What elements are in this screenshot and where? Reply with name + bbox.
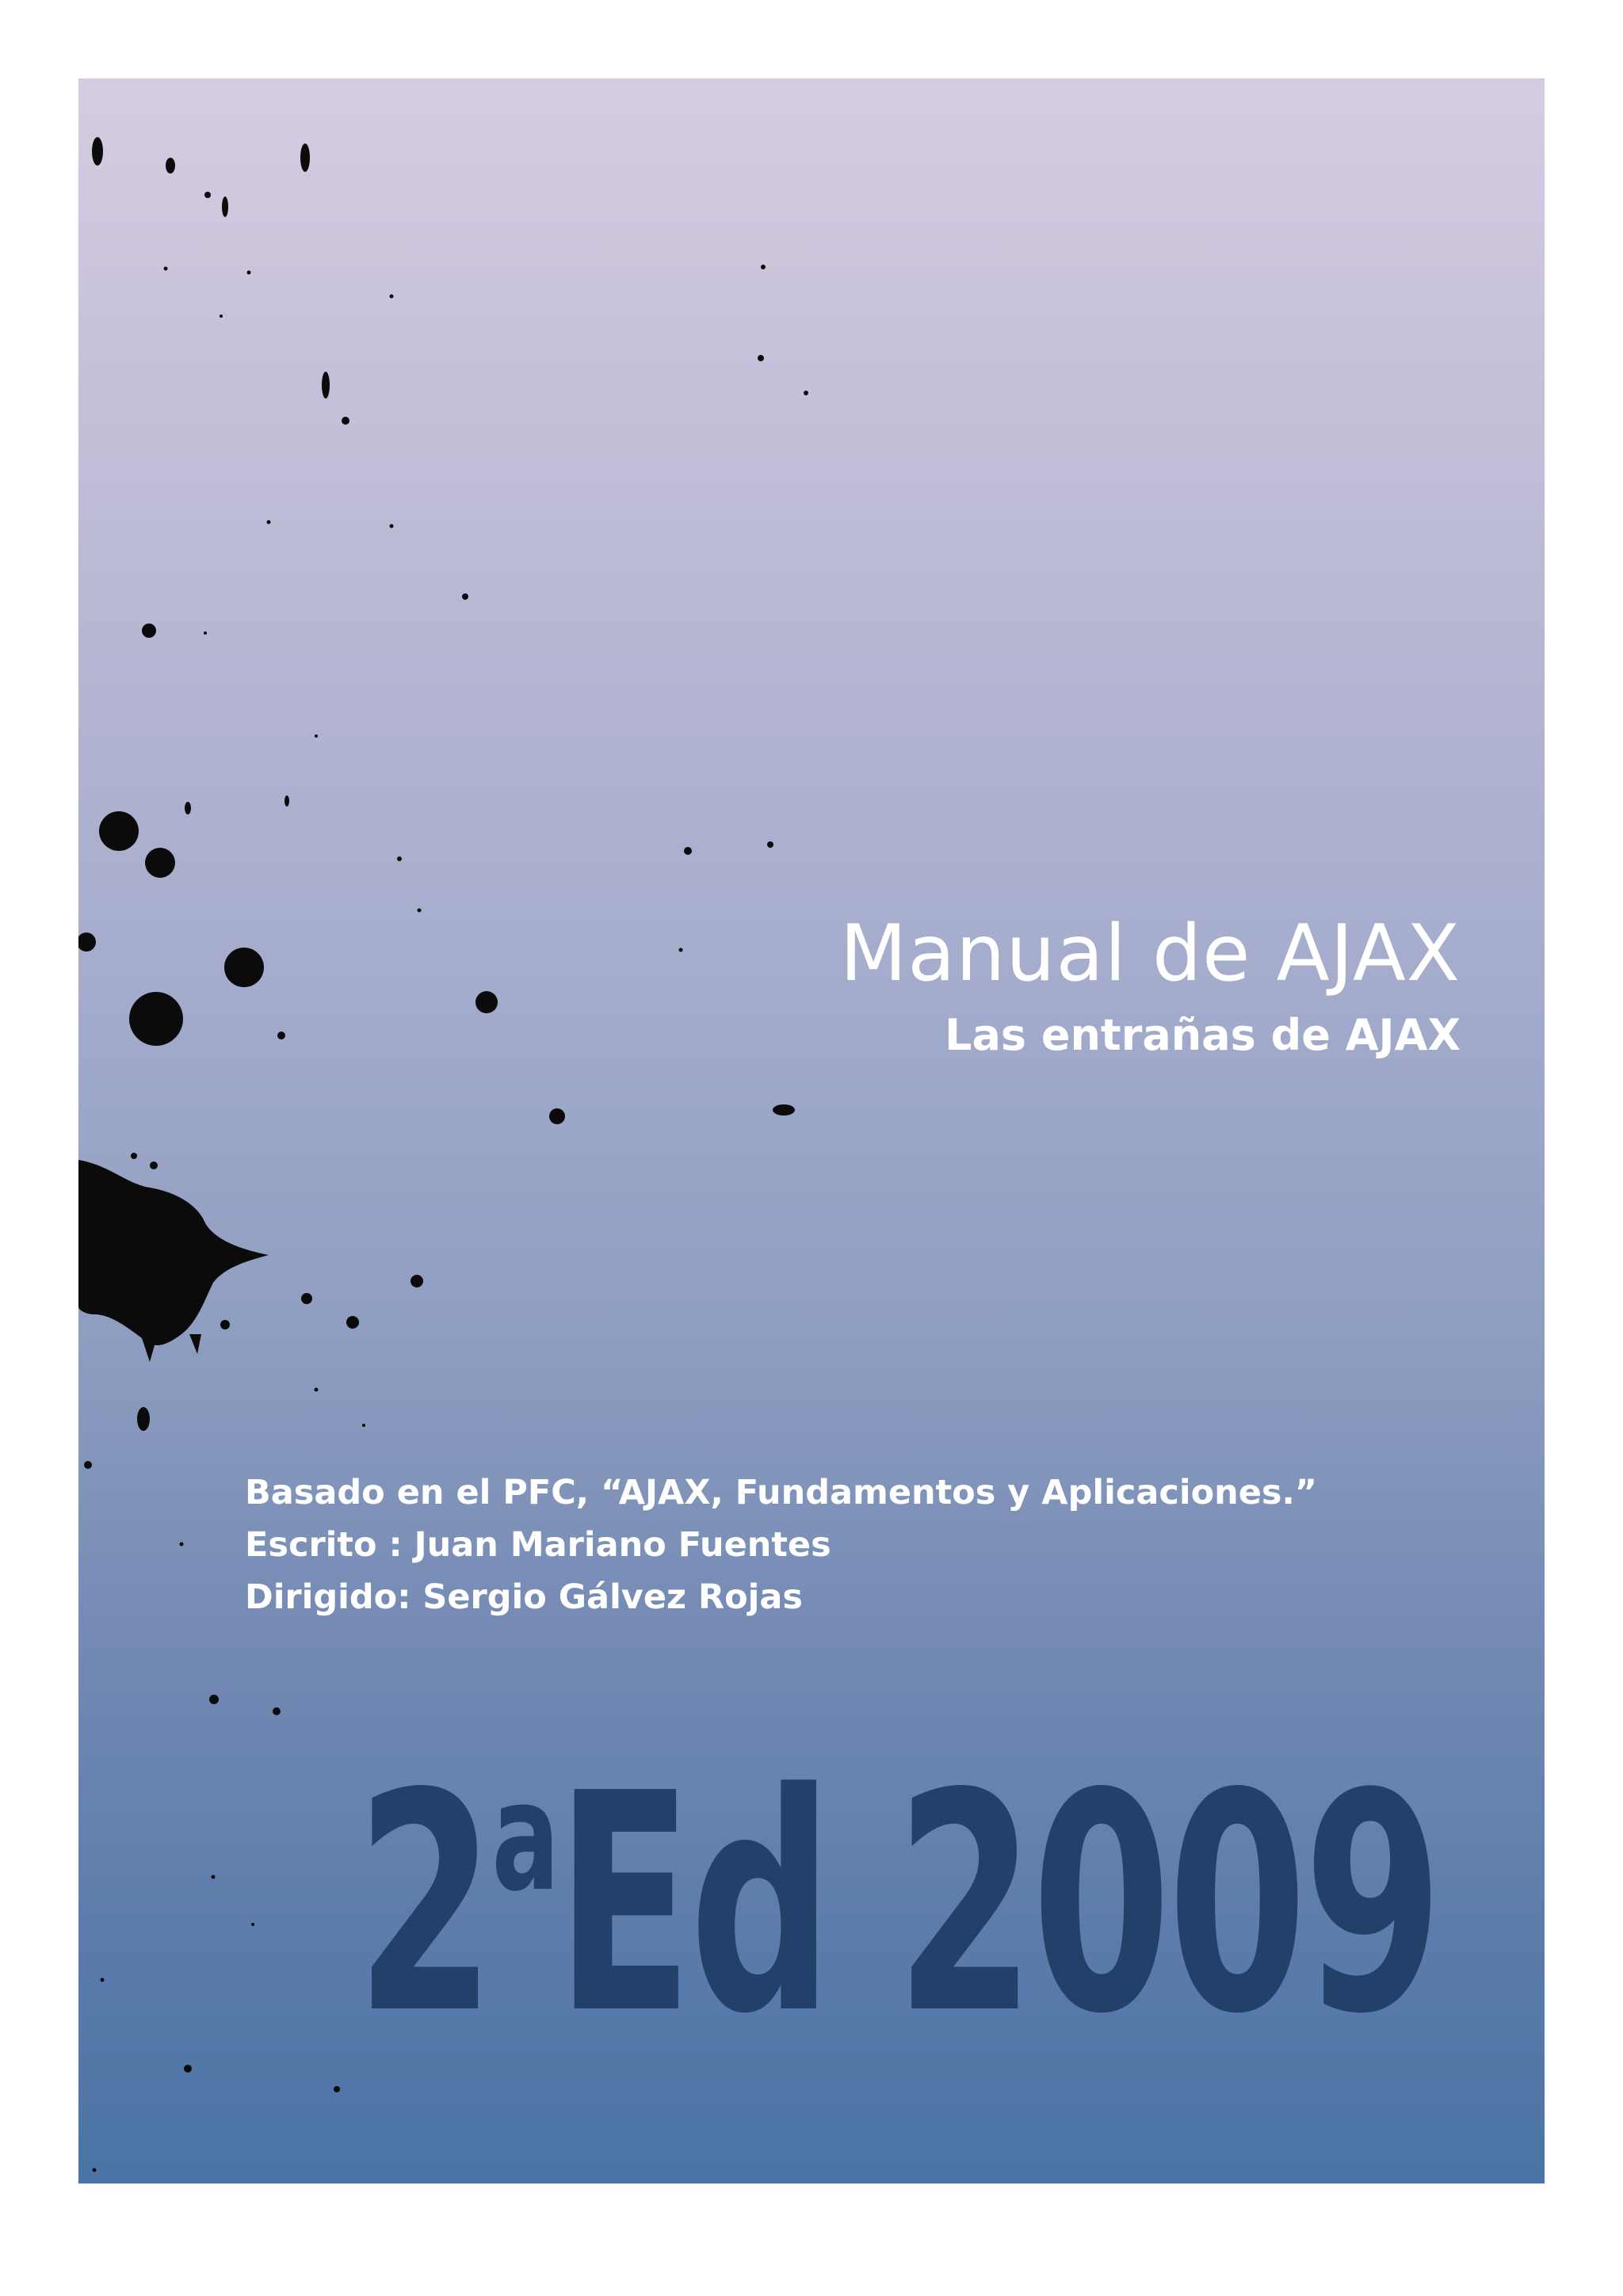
edition-year: Ed 2009	[556, 1729, 1440, 2080]
title-block	[839, 909, 1461, 1060]
book-subtitle: Las entrañas de AJAX	[945, 1009, 1461, 1060]
edition-ordinal: a	[491, 1749, 556, 1924]
credits-block	[245, 1466, 1317, 1623]
director-line: Dirigido: Sergio Gálvez Rojas	[245, 1577, 803, 1617]
book-title: Manual de AJAX	[839, 909, 1461, 999]
edition-number: 2	[356, 1729, 492, 2080]
author-line: Escrito : Juan Mariano Fuentes	[245, 1525, 831, 1565]
edition-label	[356, 1729, 1440, 2080]
based-on-line: Basado en el PFC, “AJAX, Fundamentos y Aplicaciones.”	[245, 1473, 1318, 1512]
book-cover	[78, 78, 1545, 2183]
